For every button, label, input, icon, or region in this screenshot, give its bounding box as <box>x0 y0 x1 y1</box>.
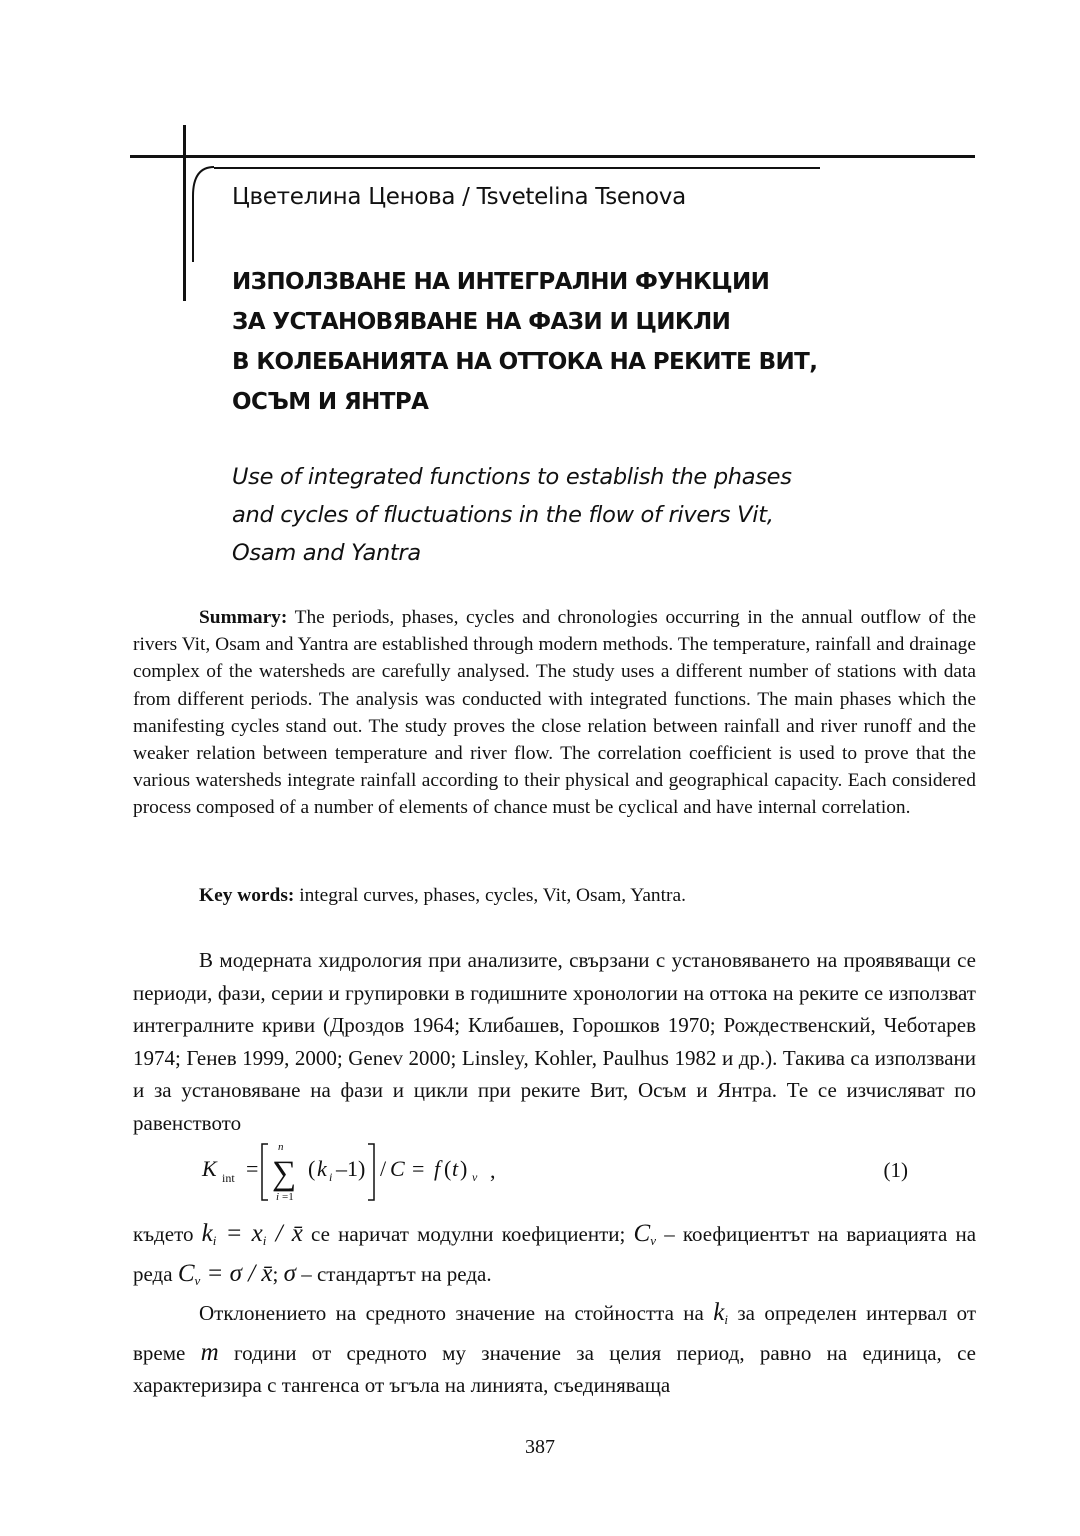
keywords-text: integral curves, phases, cycles, Vit, Osam, Yantra. <box>299 885 686 906</box>
formula-ki: $k_i = x_i$ / x̄ <box>201 1220 303 1248</box>
body-continuation <box>133 1218 976 1402</box>
svg-text:C: C <box>390 1156 405 1181</box>
title-en-line: Use of integrated functions to establish the phases <box>232 464 792 490</box>
title-bulgarian <box>232 262 972 422</box>
author-line: Цветелина Ценова / Tsvetelina Tsenova <box>232 184 686 210</box>
svg-text:(: ( <box>444 1156 452 1181</box>
header-rule-horizontal <box>130 155 975 158</box>
title-bg-line: ИЗПОЛЗВАНЕ НА ИНТЕГРАЛНИ ФУНКЦИИ <box>232 269 770 295</box>
svg-text:,: , <box>490 1158 496 1183</box>
title-bg-line: В КОЛЕБАНИЯТА НА ОТТОКА НА РЕКИТЕ ВИТ, <box>232 349 818 375</box>
header-corner-curve <box>190 166 230 266</box>
svg-text:): ) <box>460 1156 468 1181</box>
symbol-sigma: σ <box>283 1259 296 1287</box>
where-text-e: – стандартът на реда. <box>301 1261 492 1286</box>
formula-cv: $C_v = \sigma$ / x̄ <box>177 1259 273 1288</box>
svg-text:i: i <box>276 1191 280 1203</box>
svg-text:=1: =1 <box>282 1191 294 1203</box>
header-rule-inner <box>214 167 820 169</box>
svg-text:n: n <box>278 1141 284 1153</box>
svg-text:=: = <box>412 1156 425 1181</box>
symbol-cv: $C_v$ <box>633 1220 656 1248</box>
keywords-label: Key words: <box>199 885 295 906</box>
equation-number: (1) <box>883 1158 908 1182</box>
svg-text:–1): –1) <box>336 1156 366 1181</box>
svg-text:(: ( <box>308 1156 316 1181</box>
body-paragraph-1-text: В модерната хидрология при анализите, свързани с установяването на проявяващи се периоди, фази, серии и групировки в годишните хронологии на оттока на реките се използват интегралните криви (Дроздов 1964; Клибашев, Горошков 1970; Рождественский, Чеботарев 1974; Генев 1999, 2000; Genev 2000; Linsley, Kohler, Paulhus 1982 и др.). Такива са използвани и за установяване на фази и цикли при реките Вит, Осъм и Янтра. Те се изчисляват по равенството <box>133 948 976 1135</box>
svg-text:/: / <box>380 1156 387 1181</box>
summary-paragraph <box>133 604 976 822</box>
svg-text:k: k <box>317 1156 327 1181</box>
page-number: 387 <box>525 1436 555 1458</box>
equation-graphic <box>200 1140 720 1204</box>
summary-section <box>133 604 976 822</box>
para2-text-b: за определен интервал от време <box>133 1301 976 1365</box>
svg-text:t: t <box>452 1156 459 1181</box>
svg-text:int: int <box>222 1171 235 1185</box>
svg-text:v: v <box>472 1170 478 1184</box>
keywords-section <box>133 882 976 909</box>
body-paragraph-2 <box>133 1297 976 1402</box>
where-paragraph <box>133 1218 976 1297</box>
svg-text:f: f <box>434 1156 441 1181</box>
summary-label: Summary: <box>199 607 288 628</box>
where-text-d: ; <box>272 1261 279 1286</box>
svg-text:K: K <box>202 1156 217 1181</box>
title-en-line: Osam and Yantra <box>232 540 421 566</box>
summary-text: The periods, phases, cycles and chronologies occurring in the annual outflow of the rivers Vit, Osam and Yantra are established through modern methods. The temperature, rainfall and drainage complex of the watersheds are carefully analysed. The study uses a different number of stations with data from different periods. The analysis was conducted with integrated functions. The main phases which the manifesting cycles stand out. The study proves the close relation between rainfall and river runoff and the weaker relation between temperature and river flow. The correlation coefficient is used to prove that the various watersheds integrate rainfall according to their physical and geographical capacity. Each considered process composed of a number of elements of chance must be cyclical and have internal correlation. <box>133 607 976 819</box>
body-paragraph-1 <box>133 944 976 1139</box>
where-text-a: където <box>133 1222 194 1246</box>
svg-text:i: i <box>329 1170 333 1184</box>
keywords-paragraph <box>133 882 976 909</box>
title-bg-line: ОСЪМ И ЯНТРА <box>232 389 429 415</box>
svg-text:=: = <box>246 1156 259 1181</box>
symbol-m: m <box>200 1338 219 1366</box>
equation-1 <box>200 1140 976 1204</box>
para2-text-a: Отклонението на средното значение на стойността на <box>199 1301 704 1325</box>
title-english <box>232 458 972 572</box>
where-text-b: се наричат модулни коефициенти; <box>311 1222 626 1246</box>
where-text-c: – коефициентът на вариацията на реда <box>133 1222 977 1286</box>
symbol-ki: $k_i$ <box>713 1299 728 1327</box>
svg-text:∑: ∑ <box>272 1155 297 1192</box>
title-en-line: and cycles of fluctuations in the flow of rivers Vit, <box>232 502 774 528</box>
para2-text-c: години от средното му значение за целия период, равно на единица, се характеризира с тангенса от ъгъла на линията, съединяваща <box>133 1340 976 1397</box>
header-rule-vertical <box>183 125 186 301</box>
title-bg-line: ЗА УСТАНОВЯВАНЕ НА ФАЗИ И ЦИКЛИ <box>232 309 731 335</box>
